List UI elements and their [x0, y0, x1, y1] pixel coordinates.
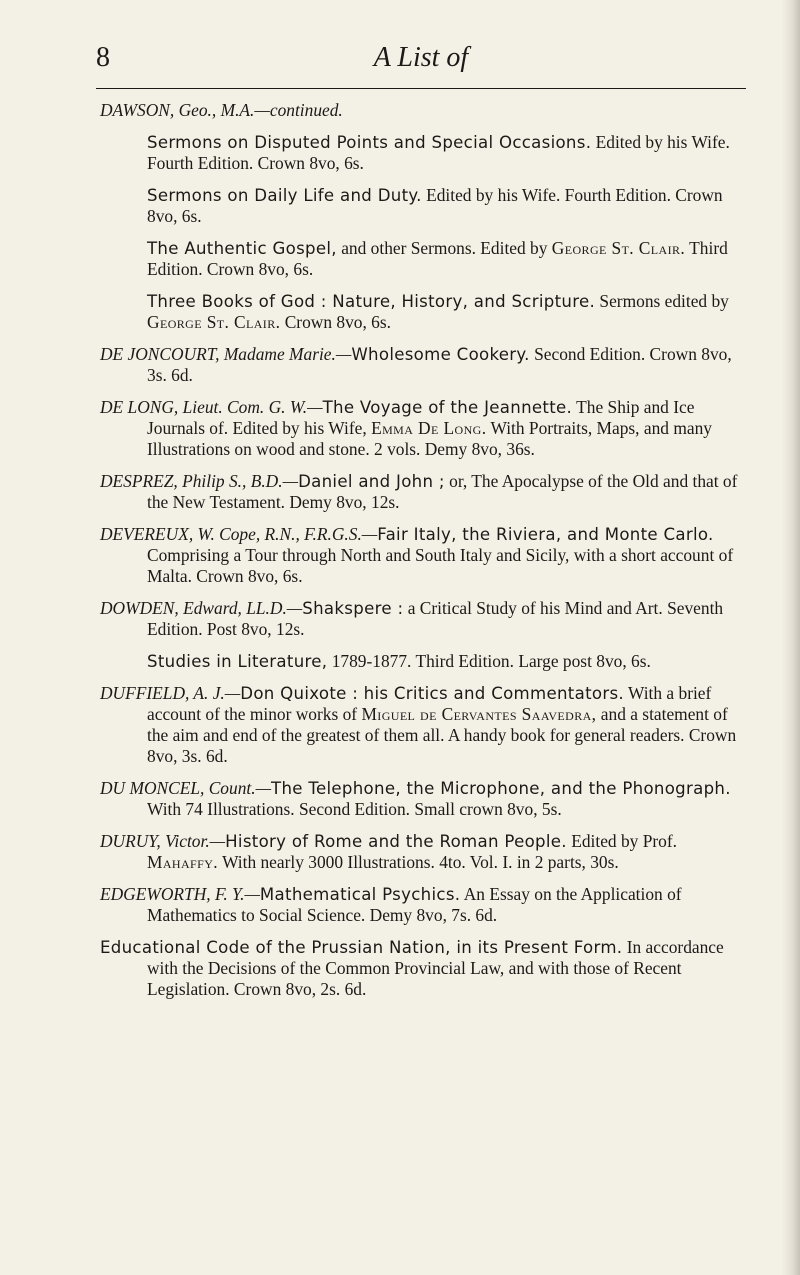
list-item: [100, 471, 750, 513]
book-title: Mathematical Psychics.: [259, 885, 461, 904]
book-details: and a statement of the aim and end of the greatest of them all. A handy book for general readers. Crown 8vo, 3s. 6d.: [147, 704, 737, 766]
editor-name: Mahaffy.: [147, 852, 219, 872]
list-item: [100, 683, 750, 767]
list-item: [147, 132, 750, 174]
book-title: Educational Code of the Prussian Nation, in its Present Form.: [100, 938, 623, 957]
author-name: DAWSON, Geo., M.A.—continued.: [100, 100, 343, 120]
list-item: [100, 397, 750, 460]
editor-name: George St. Clair.: [147, 312, 281, 332]
book-details-pre: The Ship and Ice Journals of. Edited by his Wife,: [147, 397, 695, 438]
list-item: [100, 344, 750, 386]
book-title: History of Rome and the Roman People.: [225, 832, 567, 851]
author-heading: [100, 100, 750, 121]
book-title: Fair Italy, the Riviera, and Monte Carlo.: [377, 525, 714, 544]
book-details-pre: With a brief account of the minor works of: [147, 683, 712, 724]
author-name: DUFFIELD, A. J.—: [100, 683, 241, 703]
author-name: EDGEWORTH, F. Y.—: [100, 884, 260, 904]
book-details-pre: Edited by Prof.: [566, 831, 678, 851]
book-title: Daniel and John ;: [298, 472, 445, 491]
book-details: Edited by his Wife. Fourth Edition. Crown 8vo, 6s.: [147, 132, 730, 173]
list-item: [100, 937, 750, 1000]
catalogue-listing: [100, 100, 750, 1011]
author-name: DEVEREUX, W. Cope, R.N., F.R.G.S.—: [100, 524, 378, 544]
book-title: Don Quixote : his Critics and Commentators.: [240, 684, 624, 703]
header-rule: [96, 88, 746, 89]
list-item: [147, 238, 750, 280]
author-name: DOWDEN, Edward, LL.D.—: [100, 598, 303, 618]
book-details: With 74 Illustrations. Second Edition. Small crown 8vo, 5s.: [147, 799, 562, 819]
list-item: [147, 291, 750, 333]
book-title: Sermons on Daily Life and Duty.: [147, 186, 422, 205]
list-item: [100, 884, 750, 926]
book-details: a Critical Study of his Mind and Art. Seventh Edition. Post 8vo, 12s.: [147, 598, 724, 639]
list-item: [147, 185, 750, 227]
list-item: [100, 598, 750, 640]
book-details: In accordance with the Decisions of the Common Provincial Law, and with those of Recent Legislation. Crown 8vo, 2s. 6d.: [147, 937, 724, 999]
author-name: DESPREZ, Philip S., B.D.—: [100, 471, 299, 491]
book-details: Second Edition. Crown 8vo, 3s. 6d.: [147, 344, 732, 385]
book-title: Wholesome Cookery.: [351, 345, 530, 364]
list-item: [100, 524, 750, 587]
running-title: A List of: [373, 42, 469, 73]
author-name: DE LONG, Lieut. Com. G. W.—: [100, 397, 323, 417]
author-name: DU MONCEL, Count.—: [100, 778, 272, 798]
editor-name: Emma De Long.: [371, 418, 487, 438]
book-details: or, The Apocalypse of the Old and that of the New Testament. Demy 8vo, 12s.: [147, 471, 738, 512]
book-details: 1789-1877. Third Edition. Large post 8vo, 6s.: [327, 651, 651, 671]
book-details: With Portraits, Maps, and many Illustrations on wood and stone. 2 vols. Demy 8vo, 36s.: [147, 418, 712, 459]
book-details: Comprising a Tour through North and South Italy and Sicily, with a short account of Malta. Crown 8vo, 6s.: [147, 545, 734, 586]
book-details: Crown 8vo, 6s.: [280, 312, 391, 332]
list-item: [147, 651, 750, 672]
book-title: The Voyage of the Jeannette.: [322, 398, 573, 417]
page-number: 8: [96, 42, 110, 73]
book-title: The Telephone, the Microphone, and the Phonograph.: [271, 779, 731, 798]
list-item: [100, 831, 750, 873]
page-edge-shadow: [782, 0, 800, 1275]
book-details: An Essay on the Application of Mathematics to Social Science. Demy 8vo, 7s. 6d.: [147, 884, 682, 925]
author-name: DE JONCOURT, Madame Marie.—: [100, 344, 352, 364]
page-header: [96, 38, 746, 82]
editor-name: George St. Clair.: [551, 238, 686, 258]
subject-name: Miguel de Cervantes Saavedra,: [361, 704, 597, 724]
list-item: [100, 778, 750, 820]
book-title: Studies in Literature,: [147, 652, 328, 671]
book-details: Third Edition. Crown 8vo, 6s.: [147, 238, 728, 279]
book-title: Shakspere :: [302, 599, 404, 618]
book-title: The Authentic Gospel,: [147, 239, 337, 258]
book-title: Three Books of God : Nature, History, and Scripture.: [147, 292, 596, 311]
book-title: Sermons on Disputed Points and Special Occasions.: [147, 133, 592, 152]
book-details-pre: Sermons edited by: [595, 291, 729, 311]
author-name: DURUY, Victor.—: [100, 831, 226, 851]
book-details: Edited by his Wife. Fourth Edition. Crown 8vo, 6s.: [147, 185, 723, 226]
book-details-pre: and other Sermons. Edited by: [336, 238, 552, 258]
book-details: With nearly 3000 Illustrations. 4to. Vol. I. in 2 parts, 30s.: [218, 852, 619, 872]
